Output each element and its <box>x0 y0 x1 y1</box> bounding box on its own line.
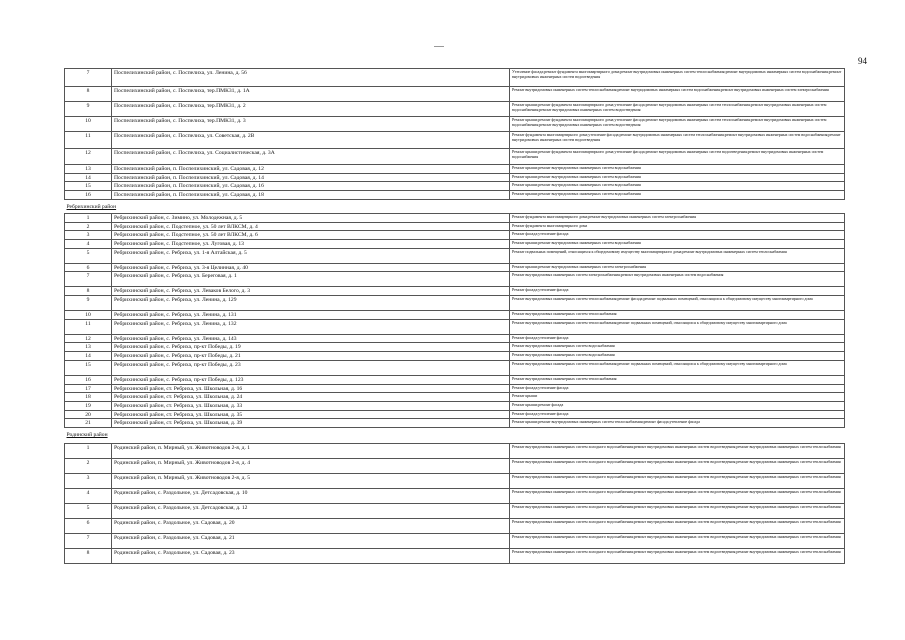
row-number: 13 <box>65 165 112 174</box>
table-row <box>65 360 845 375</box>
row-number: 1 <box>65 444 112 459</box>
works-cell: Ремонт внутридомовых инженерных систем холодного водоснабжения;ремонт внутридомовых инженерных систем водоотведения;ремонт внутридомовых инженерных систем теплоснабжения <box>510 504 845 519</box>
address-cell: Поспелихинский район, п. Поспелихинский, ул. Садовая, д. 18 <box>112 191 510 200</box>
row-number: 8 <box>65 549 112 564</box>
table-row <box>65 296 845 311</box>
table-row <box>65 239 845 248</box>
table-row <box>65 222 845 231</box>
table-row <box>65 173 845 182</box>
row-number: 8 <box>65 287 112 296</box>
address-cell: Ребрихинский район, с. Подстепное, ул. 50 лет ВЛКСМ, д. 4 <box>112 222 510 231</box>
table-row <box>65 319 845 334</box>
address-cell: Ребрихинский район, с. Ребриха, пр-кт Победы, д. 21 <box>112 352 510 361</box>
works-cell: Ремонт фундамента многоквартирного дома;ремонт внутридомовых инженерных систем электроснабжения <box>510 213 845 222</box>
works-cell: Ремонт внутридомовых инженерных систем холодного водоснабжения;ремонт внутридомовых инженерных систем водоотведения;ремонт внутридомовых инженерных систем теплоснабжения <box>510 444 845 459</box>
row-number: 13 <box>65 343 112 352</box>
table-row <box>65 401 845 410</box>
address-cell: Поспелихинский район, с. Поспелиха, ул. Ленина, д. 56 <box>112 69 510 87</box>
table-row <box>65 165 845 174</box>
address-cell: Родинский район, с. Раздольное, ул. Садовая, д. 23 <box>112 549 510 564</box>
works-cell: Ремонт внутридомовых инженерных систем теплоснабжения;ремонт подвальных помещений, относящихся к общедомовому имуществу многоквартирного дома <box>510 360 845 375</box>
works-cell: Ремонт крыши;ремонт фундамента многоквартирного дома;утепление фасада;ремонт внутридомовых инженерных систем теплоснабжения;ремонт внутридомовых инженерных систем водоснабжения;ремонт внутридомовых инженерных систем водоотведения <box>510 117 845 132</box>
address-cell: Поспелихинский район, п. Поспелихинский, ул. Садовая, д. 12 <box>112 165 510 174</box>
table-row <box>65 272 845 287</box>
row-number: 5 <box>65 504 112 519</box>
works-cell: Ремонт фасада;утепление фасада <box>510 384 845 393</box>
address-cell: Ребрихинский район, ст. Ребриха, ул. Школьная, д. 35 <box>112 410 510 419</box>
address-cell: Родинский район, п. Мирный, ул. Животноводов 2-я, д. 5 <box>112 474 510 489</box>
works-cell: Ремонт внутридомовых инженерных систем водоснабжения <box>510 352 845 361</box>
row-number: 7 <box>65 534 112 549</box>
address-cell: Ребрихинский район, ст. Ребриха, ул. Школьная, д. 33 <box>112 401 510 410</box>
address-cell: Родинский район, с. Раздольное, ул. Детсадовская, д. 10 <box>112 489 510 504</box>
row-number: 14 <box>65 173 112 182</box>
works-cell: Ремонт внутридомовых инженерных систем теплоснабжения;ремонт внутридомовых инженерных систем водоснабжения;ремонт внутридомовых инженерных систем электроснабжения <box>510 87 845 102</box>
table-row <box>65 489 845 504</box>
works-cell: Ремонт крыши <box>510 393 845 402</box>
table-row <box>65 117 845 132</box>
address-cell: Поспелихинский район, с. Поспелиха, тер.ПМК31, д. 1А <box>112 87 510 102</box>
works-cell: Ремонт фундамента многоквартирного дома;утепление фасада;ремонт внутридомовых инженерных систем теплоснабжения;ремонт внутридомовых инженерных систем водоснабжения;ремонт внутридомовых инженерных систем водоотведения <box>510 132 845 149</box>
address-cell: Ребрихинский район, с. Ребриха, ул. Ленина, д. 132 <box>112 319 510 334</box>
works-cell: Ремонт внутридомовых инженерных систем холодного водоснабжения;ремонт внутридомовых инженерных систем водоотведения;ремонт внутридомовых инженерных систем теплоснабжения <box>510 519 845 534</box>
table-row <box>65 132 845 149</box>
table-row <box>65 343 845 352</box>
address-cell: Ребрихинский район, с. Ребриха, пр-кт Победы, д. 19 <box>112 343 510 352</box>
table-row <box>65 410 845 419</box>
works-cell: Ремонт внутридомовых инженерных систем водоснабжения <box>510 343 845 352</box>
address-cell: Ребрихинский район, ст. Ребриха, ул. Школьная, д. 39 <box>112 419 510 428</box>
row-number: 3 <box>65 231 112 240</box>
address-cell: Ребрихинский район, с. Ребриха, ул. Береговая, д. 1 <box>112 272 510 287</box>
row-number: 10 <box>65 117 112 132</box>
district-title: Родинский район <box>66 432 108 439</box>
works-cell: Ремонт внутридомовых инженерных систем теплоснабжения;ремонт фасада;ремонт подвальных помещений, относящихся к общедомовому имуществу многоквартирного дома <box>510 296 845 311</box>
row-number: 12 <box>65 149 112 165</box>
table-row <box>65 459 845 474</box>
works-cell: Ремонт крыши;ремонт внутридомовых инженерных систем электроснабжения <box>510 263 845 272</box>
address-cell: Родинский район, п. Мирный, ул. Животноводов 2-я, д. 4 <box>112 459 510 474</box>
table-row <box>65 334 845 343</box>
address-cell: Ребрихинский район, ст. Ребриха, ул. Школьная, д. 16 <box>112 384 510 393</box>
table-row <box>65 393 845 402</box>
row-number: 19 <box>65 401 112 410</box>
address-cell: Ребрихинский район, с. Зимино, ул. Молодежная, д. 5 <box>112 213 510 222</box>
district-header-row <box>65 428 845 444</box>
works-cell: Ремонт крыши;ремонт внутридомовых инженерных систем водоснабжения <box>510 239 845 248</box>
table-body <box>65 69 845 564</box>
row-number: 9 <box>65 296 112 311</box>
address-cell: Родинский район, п. Мирный, ул. Животноводов 2-я, д. 1 <box>112 444 510 459</box>
works-cell: Ремонт внутридомовых инженерных систем теплоснабжения <box>510 375 845 384</box>
works-cell: Ремонт внутридомовых инженерных систем холодного водоснабжения;ремонт внутридомовых инженерных систем водоотведения;ремонт внутридомовых инженерных систем теплоснабжения <box>510 489 845 504</box>
row-number: 9 <box>65 102 112 117</box>
row-number: 15 <box>65 182 112 191</box>
row-number: 21 <box>65 419 112 428</box>
table-row <box>65 248 845 263</box>
table-row <box>65 231 845 240</box>
works-cell: Ремонт внутридомовых инженерных систем холодного водоснабжения;ремонт внутридомовых инженерных систем водоотведения;ремонт внутридомовых инженерных систем теплоснабжения <box>510 549 845 564</box>
address-cell: Ребрихинский район, с. Ребриха, ул. 1-я Алтайская, д. 5 <box>112 248 510 263</box>
address-cell: Поспелихинский район, с. Поспелиха, ул. Социалистическая, д. 3А <box>112 149 510 165</box>
table-row <box>65 182 845 191</box>
works-cell: Ремонт фасада;утепление фасада <box>510 287 845 296</box>
table-row <box>65 263 845 272</box>
works-cell: Утепление фасада;ремонт фундамента многоквартирного дома;ремонт внутридомовых инженерных систем теплоснабжения;ремонт внутридомовых инженерных систем водоснабжения;ремонт внутридомовых инженерных систем водоотведения <box>510 69 845 87</box>
works-cell: Ремонт крыши;ремонт внутридомовых инженерных систем теплоснабжения;ремонт фасада;утепление фасада <box>510 419 845 428</box>
table-row <box>65 549 845 564</box>
works-cell: Ремонт крыши;ремонт внутридомовых инженерных систем водоснабжения <box>510 191 845 200</box>
table-row <box>65 213 845 222</box>
table-row <box>65 149 845 165</box>
works-cell: Ремонт внутридомовых инженерных систем теплоснабжения <box>510 311 845 320</box>
address-cell: Поспелихинский район, п. Поспелихинский, ул. Садовая, д. 14 <box>112 173 510 182</box>
district-title: Ребрихинский район <box>66 203 117 210</box>
row-number: 14 <box>65 352 112 361</box>
table-row <box>65 444 845 459</box>
address-cell: Ребрихинский район, с. Ребриха, ул. Леваков Белого, д. 3 <box>112 287 510 296</box>
row-number: 12 <box>65 334 112 343</box>
row-number: 18 <box>65 393 112 402</box>
works-cell: Ремонт внутридомовых инженерных систем холодного водоснабжения;ремонт внутридомовых инженерных систем водоотведения;ремонт внутридомовых инженерных систем теплоснабжения <box>510 459 845 474</box>
row-number: 11 <box>65 319 112 334</box>
row-number: 2 <box>65 459 112 474</box>
address-cell: Родинский район, с. Раздольное, ул. Детсадовская, д. 12 <box>112 504 510 519</box>
table-row <box>65 69 845 87</box>
works-cell: Ремонт внутридомовых инженерных систем электроснабжения;ремонт внутридомовых инженерных систем водоснабжения <box>510 272 845 287</box>
works-cell: Ремонт внутридомовых инженерных систем теплоснабжения;ремонт подвальных помещений, относящихся к общедомовому имуществу многоквартирного дома <box>510 319 845 334</box>
table-row <box>65 87 845 102</box>
table-row <box>65 534 845 549</box>
address-cell: Ребрихинский район, с. Подстепное, ул. Луговая, д. 13 <box>112 239 510 248</box>
row-number: 17 <box>65 384 112 393</box>
row-number: 8 <box>65 87 112 102</box>
row-number: 7 <box>65 69 112 87</box>
row-number: 11 <box>65 132 112 149</box>
row-number: 16 <box>65 191 112 200</box>
address-cell: Родинский район, с. Раздольное, ул. Садовая, д. 20 <box>112 519 510 534</box>
works-cell: Ремонт внутридомовых инженерных систем холодного водоснабжения;ремонт внутридомовых инженерных систем водоотведения;ремонт внутридомовых инженерных систем теплоснабжения <box>510 534 845 549</box>
address-cell: Ребрихинский район, с. Ребриха, ул. 3-я Целинная, д. 40 <box>112 263 510 272</box>
row-number: 6 <box>65 263 112 272</box>
works-cell: Ремонт фасада;утепление фасада <box>510 334 845 343</box>
row-number: 5 <box>65 248 112 263</box>
page-number: 94 <box>858 56 867 66</box>
address-cell: Ребрихинский район, с. Ребриха, ул. Ленина, д. 143 <box>112 334 510 343</box>
address-cell: Поспелихинский район, с. Поспелиха, ул. Советская, д. 2В <box>112 132 510 149</box>
table-row <box>65 504 845 519</box>
row-number: 6 <box>65 519 112 534</box>
works-cell: Ремонт крыши;ремонт внутридомовых инженерных систем водоснабжения <box>510 165 845 174</box>
address-cell: Ребрихинский район, с. Ребриха, пр-кт Победы, д. 23 <box>112 360 510 375</box>
row-number: 10 <box>65 311 112 320</box>
table-row <box>65 352 845 361</box>
table-row <box>65 287 845 296</box>
works-cell: Ремонт крыши;ремонт фундамента многоквартирного дома;утепление фасада;ремонт внутридомовых инженерных систем водоотведения;ремонт внутридомовых инженерных систем водоснабжения <box>510 149 845 165</box>
address-cell: Ребрихинский район, с. Подстепное, ул. 50 лет ВЛКСМ, д. 6 <box>112 231 510 240</box>
address-cell: Ребрихинский район, с. Ребриха, ул. Ленина, д. 129 <box>112 296 510 311</box>
address-cell: Родинский район, с. Раздольное, ул. Садовая, д. 21 <box>112 534 510 549</box>
row-number: 3 <box>65 474 112 489</box>
table-row <box>65 375 845 384</box>
table-row <box>65 311 845 320</box>
address-cell: Поспелихинский район, п. Поспелихинский, ул. Садовая, д. 16 <box>112 182 510 191</box>
works-cell: Ремонт крыши;ремонт фундамента многоквартирного дома;утепление фасада;ремонт внутридомовых инженерных систем теплоснабжения;ремонт внутридомовых инженерных систем водоснабжения;ремонт внутридомовых инженерных систем водоотведения <box>510 102 845 117</box>
address-cell: Ребрихинский район, с. Ребриха, пр-кт Победы, д. 123 <box>112 375 510 384</box>
table-row <box>65 384 845 393</box>
row-number: 15 <box>65 360 112 375</box>
scan-mark <box>434 46 444 47</box>
table-row <box>65 102 845 117</box>
district-header-row <box>65 199 845 213</box>
address-cell: Поспелихинский район, с. Поспелиха, тер.ПМК31, д. 3 <box>112 117 510 132</box>
works-cell: Ремонт фасада;утепление фасада <box>510 410 845 419</box>
row-number: 4 <box>65 489 112 504</box>
address-cell: Ребрихинский район, с. Ребриха, ул. Ленина, д. 131 <box>112 311 510 320</box>
table-row <box>65 419 845 428</box>
works-cell: Ремонт внутридомовых инженерных систем холодного водоснабжения;ремонт внутридомовых инженерных систем водоотведения;ремонт внутридомовых инженерных систем теплоснабжения <box>510 474 845 489</box>
works-cell: Ремонт фундамента многоквартирного дома <box>510 222 845 231</box>
row-number: 1 <box>65 213 112 222</box>
table-row <box>65 191 845 200</box>
table-row <box>65 474 845 489</box>
works-cell: Ремонт крыши;ремонт внутридомовых инженерных систем водоснабжения <box>510 182 845 191</box>
row-number: 20 <box>65 410 112 419</box>
row-number: 4 <box>65 239 112 248</box>
row-number: 16 <box>65 375 112 384</box>
works-cell: Ремонт подвальных помещений, относящихся к общедомовому имуществу многоквартирного дома;ремонт внутридомовых инженерных систем теплоснабжения <box>510 248 845 263</box>
table-row <box>65 519 845 534</box>
repair-schedule-table <box>64 68 844 564</box>
address-cell: Ребрихинский район, ст. Ребриха, ул. Школьная, д. 24 <box>112 393 510 402</box>
address-cell: Поспелихинский район, с. Поспелиха, тер.ПМК31, д. 2 <box>112 102 510 117</box>
row-number: 7 <box>65 272 112 287</box>
works-cell: Ремонт крыши;ремонт внутридомовых инженерных систем водоснабжения <box>510 173 845 182</box>
works-cell: Ремонт фасада;утепление фасада <box>510 231 845 240</box>
row-number: 2 <box>65 222 112 231</box>
works-cell: Ремонт крыши;ремонт фасада <box>510 401 845 410</box>
